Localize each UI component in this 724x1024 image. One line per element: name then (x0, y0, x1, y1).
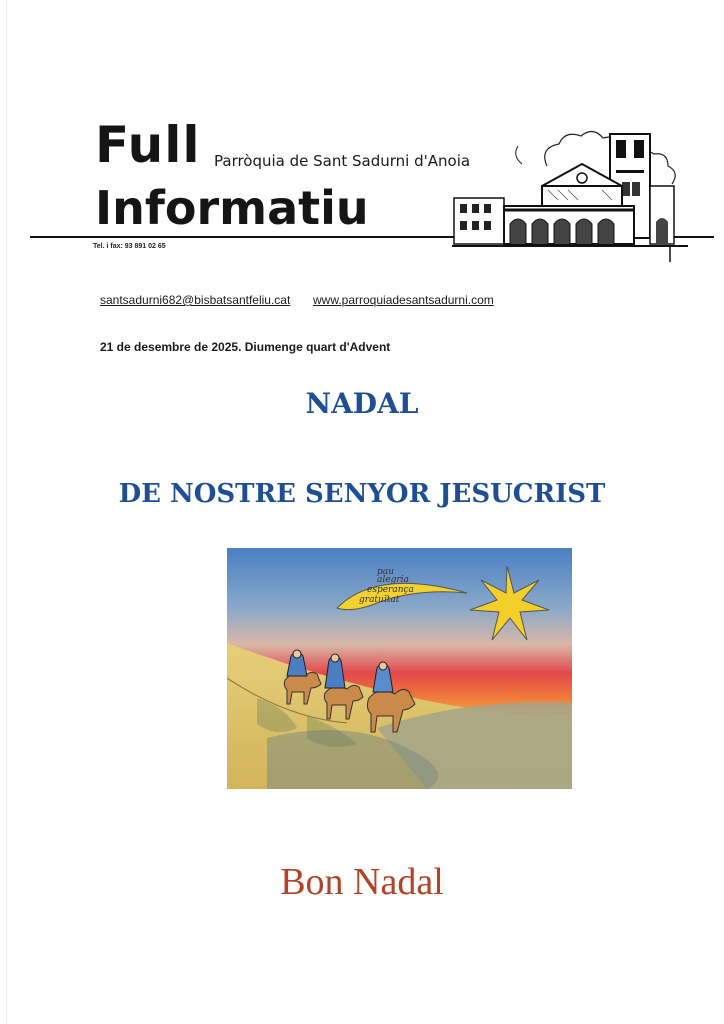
church-icon (452, 126, 688, 264)
svg-text:pau: pau (377, 567, 394, 577)
email-link[interactable]: santsadurni682@bisbatsantfeliu.cat (100, 293, 291, 307)
masthead-title-informatiu: Informatiu (95, 181, 369, 235)
parish-name: Parròquia de Sant Sadurni d'Anoia (214, 152, 471, 170)
website-link[interactable]: www.parroquiadesantsadurni.com (313, 293, 494, 307)
svg-text:gratuïtat: gratuïtat (359, 595, 400, 605)
date-line: 21 de desembre de 2025. Diumenge quart d'Advent (100, 340, 391, 354)
heading-subtitle: DE NOSTRE SENYOR JESUCRIST (118, 479, 606, 509)
tel-fax: Tel. i fax: 93 891 02 65 (93, 243, 166, 250)
greeting-bon-nadal: Bon Nadal (280, 861, 444, 903)
svg-text:esperança: esperança (367, 585, 414, 595)
svg-text:alegria: alegria (377, 575, 409, 585)
three-kings-star-drawing (227, 548, 572, 789)
heading-nadal: NADAL (305, 387, 419, 420)
masthead-title-full: Full (95, 116, 201, 174)
